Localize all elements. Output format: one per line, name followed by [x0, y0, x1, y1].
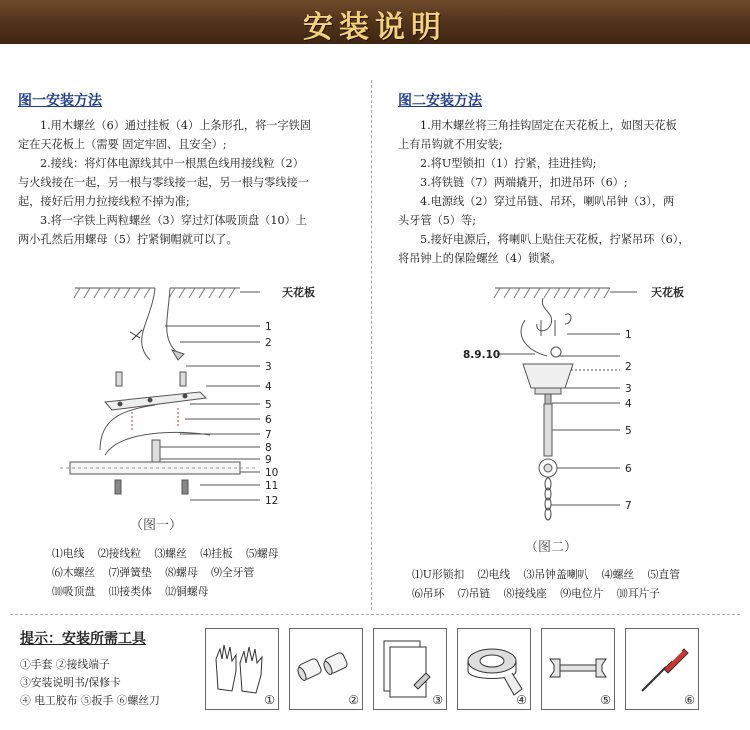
column-divider: [371, 80, 372, 610]
right-line-7: 5.接好电源后，将喇叭上贴住天花板，拧紧吊环（6），: [420, 233, 690, 246]
legend-item: ⑴U形锁扣: [412, 568, 465, 581]
legend-item: ⑷挂板: [200, 547, 233, 560]
right-instructions: [398, 116, 733, 268]
left-line-6: 3.将一字铁上两粒螺丝（3）穿过灯体吸顶盘（10）上: [40, 214, 307, 227]
right-legend: [412, 565, 690, 603]
left-line-7: 两小孔然后用螺母（5）拧紧铜帽就可以了。: [18, 233, 238, 246]
legend-item: ⑶吊钟盖喇叭: [523, 568, 589, 581]
ceiling-mount-diagram: [60, 280, 360, 520]
pendant-mount-diagram: [455, 280, 735, 530]
right-callout-7: 7: [625, 500, 632, 512]
left-callout-3: 3: [265, 361, 272, 373]
right-callout-4: 4: [625, 398, 632, 410]
left-legend-row: [52, 544, 289, 563]
right-callout-5: 5: [625, 425, 632, 437]
legend-item: ⑼全牙管: [211, 566, 255, 579]
legend-item: ⑷螺丝: [601, 568, 635, 581]
tool-wrench: [541, 628, 615, 710]
legend-item: ⑼电位片: [560, 587, 604, 600]
legend-item: ⑸螺母: [246, 547, 279, 560]
right-line-4: 3.将铁链（7）两端撬开，扣进吊环（6）;: [420, 176, 628, 189]
tool-gloves: [205, 628, 279, 710]
left-callout-8: 8: [265, 442, 272, 454]
tool-number: ③: [432, 693, 443, 707]
legend-item: ⑾接类体: [108, 585, 152, 598]
legend-item: ⑺弹簧垫: [108, 566, 152, 579]
left-line-4: 与火线接在一起，另一根与零线接一起，另一根与零线接一: [18, 176, 309, 189]
legend-item: ⑻螺母: [165, 566, 198, 579]
left-callout-9: 9: [265, 454, 272, 466]
tool-screwdriver: [625, 628, 699, 710]
left-callout-10: 10: [265, 467, 279, 479]
legend-item: ⑿铜螺母: [165, 585, 209, 598]
legend-item: ⑻接线座: [503, 587, 547, 600]
right-callout-3: 3: [625, 383, 632, 395]
tools-line-2: ③安装说明书/保修卡: [20, 676, 121, 689]
left-callout-4: 4: [265, 381, 272, 393]
left-line-3: 2.接线：将灯体电源线其中一根黑色线用接线粒（2）: [40, 157, 304, 170]
left-callout-5: 5: [265, 399, 272, 411]
legend-item: ⑵接线粒: [97, 547, 142, 560]
tools-divider: [10, 614, 740, 615]
legend-item: ⑶螺丝: [154, 547, 187, 560]
right-legend-row: [412, 584, 690, 603]
tool-tape: [457, 628, 531, 710]
legend-item: ⑵电线: [477, 568, 511, 581]
tools-title: 提示：安装所需工具: [20, 631, 146, 647]
tools-line-3: ④ 电工胶布 ⑤扳手 ⑥螺丝刀: [20, 694, 160, 707]
left-instructions: [18, 116, 363, 249]
tool-number: ②: [348, 693, 359, 707]
right-line-5: 4.电源线（2）穿过吊链、吊环，喇叭吊钟（3），两: [420, 195, 675, 208]
right-callout-1: 1: [625, 329, 632, 341]
left-callout-1: 1: [265, 321, 272, 333]
tool-number: ④: [516, 693, 527, 707]
right-side-label: 8.9.10: [463, 349, 501, 361]
left-callout-6: 6: [265, 414, 272, 426]
left-line-5: 起，接好后用力拉接线粒不掉为准;: [18, 195, 190, 208]
left-line-1: 1.用木螺丝（6）通过挂板（4）上条形孔，将一字铁固: [40, 119, 312, 132]
right-callout-6: 6: [625, 463, 632, 475]
left-ceiling-label: 天花板: [282, 286, 315, 299]
legend-item: ⑹吊环: [412, 587, 445, 600]
right-line-2: 上有吊钩就不用安装;: [398, 138, 503, 151]
tool-manual: [373, 628, 447, 710]
left-legend: [52, 544, 289, 601]
legend-item: ⑸直管: [647, 568, 680, 581]
legend-item: ⑺吊链: [457, 587, 491, 600]
right-section-title: 图二安装方法: [398, 93, 482, 109]
figure-1-caption: （图一）: [130, 518, 183, 533]
tools-list: [20, 656, 160, 710]
page-title: 安装说明: [303, 10, 447, 45]
left-legend-row: [52, 582, 289, 601]
legend-item: ⑽耳片子: [616, 587, 661, 600]
right-line-6: 头牙管（5）等;: [398, 214, 477, 227]
tool-number: ①: [264, 693, 275, 707]
right-line-1: 1.用木螺丝将三角挂钩固定在天花板上，如图天花板: [420, 119, 677, 132]
right-line-3: 2.将U型锁扣（1）拧紧，挂进挂钩;: [420, 157, 597, 170]
right-legend-row: [412, 565, 690, 584]
tool-wire-terminals: [289, 628, 363, 710]
right-callout-2: 2: [625, 361, 632, 373]
legend-item: ⑽吸顶盘: [52, 585, 96, 598]
figure-2-caption: （图二）: [525, 540, 578, 555]
tool-number: ⑤: [600, 693, 611, 707]
left-callout-12: 12: [265, 495, 279, 507]
left-callout-11: 11: [265, 480, 279, 492]
left-callout-2: 2: [265, 337, 272, 349]
legend-item: ⑴电线: [52, 547, 85, 560]
tool-number: ⑥: [684, 693, 695, 707]
tools-line-1: ①手套 ②接线端子: [20, 658, 110, 671]
left-callout-7: 7: [265, 429, 272, 441]
left-section-title: 图一安装方法: [18, 93, 102, 109]
right-line-8: 将吊钟上的保险螺丝（4）锁紧。: [398, 252, 562, 265]
left-line-2: 定在天花板上（需要 固定牢固、且安全）;: [18, 138, 227, 151]
left-legend-row: [52, 563, 289, 582]
legend-item: ⑹木螺丝: [52, 566, 96, 579]
right-ceiling-label: 天花板: [651, 286, 684, 299]
